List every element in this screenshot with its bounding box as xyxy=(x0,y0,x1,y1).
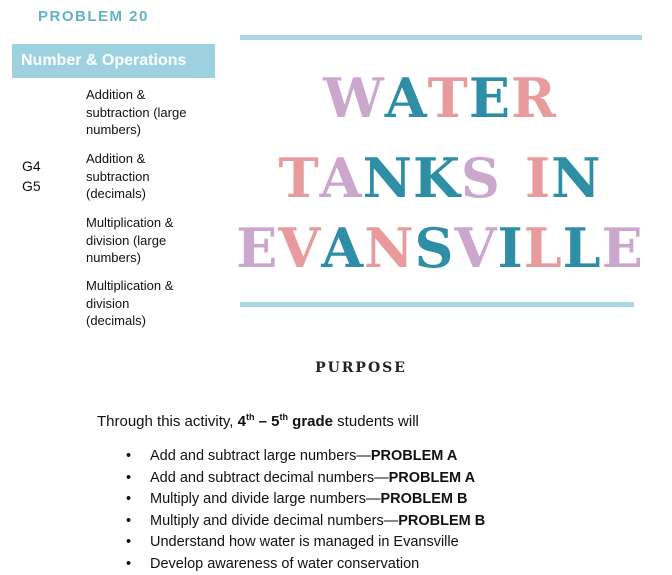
topic-line: Addition & xyxy=(86,151,146,166)
title-letter: W xyxy=(323,66,385,130)
list-item: • Understand how water is managed in Evansville xyxy=(126,532,485,554)
topic-line: (decimals) xyxy=(86,186,146,201)
title-letter: N xyxy=(362,146,413,210)
title-line-3 xyxy=(220,218,660,278)
title-letter: T xyxy=(427,66,469,130)
grade-label: G5 xyxy=(22,178,41,194)
topic-line: division (large xyxy=(86,232,167,248)
title-letter: E xyxy=(601,216,644,280)
intro-prefix: Through this activity, xyxy=(97,413,238,430)
title-line-1 xyxy=(220,68,660,128)
topic-line: division xyxy=(86,295,130,311)
title-letter: N xyxy=(551,146,602,210)
list-item: • Add and subtract large numbers—PROBLEM A xyxy=(126,446,485,468)
topic-addition-decimals xyxy=(86,150,221,203)
title-letter: S xyxy=(414,216,455,280)
list-item: • Add and subtract decimal numbers—PROBLEM A xyxy=(126,468,485,490)
category-banner: Number & Operations xyxy=(12,44,215,78)
topic-line: (decimals) xyxy=(86,313,146,328)
title-letter: I xyxy=(524,146,552,210)
title-letter: K xyxy=(412,146,461,210)
topic-line: Multiplication & xyxy=(86,215,174,230)
topic-line: subtraction xyxy=(86,168,150,184)
grade-label: G4 xyxy=(22,158,41,174)
problem-label: PROBLEM 20 xyxy=(38,8,149,25)
title-letter: V xyxy=(278,216,322,280)
title-letter: E xyxy=(236,216,279,280)
bullet-icon: • xyxy=(126,555,132,572)
title-letter: I xyxy=(497,216,524,280)
title-letter: A xyxy=(321,216,365,280)
bullet-icon: • xyxy=(126,469,132,486)
title-letter: R xyxy=(511,66,557,130)
intro-suffix: students will xyxy=(333,413,419,430)
bullet-icon: • xyxy=(126,534,132,550)
title-letter: T xyxy=(278,146,320,210)
title-letter: N xyxy=(364,216,415,280)
topic-line: Multiplication & xyxy=(86,278,174,293)
list-item: • Develop awareness of water conservation xyxy=(126,554,485,575)
topic-multiplication-decimals xyxy=(86,277,221,330)
title-rule-bottom xyxy=(240,302,634,307)
objectives-list xyxy=(126,446,485,575)
bullet-icon: • xyxy=(126,448,132,464)
title-letter: S xyxy=(460,146,501,210)
title-letter: E xyxy=(468,66,512,130)
title-letter: L xyxy=(562,216,602,280)
bullet-icon: • xyxy=(126,491,132,507)
list-item: • Multiply and divide decimal numbers—PROBLEM B xyxy=(126,511,485,533)
topic-line: numbers) xyxy=(86,122,141,137)
title-letter: V xyxy=(454,216,498,280)
title-rule-top xyxy=(240,35,642,40)
bullet-icon: • xyxy=(126,512,132,529)
purpose-heading: PURPOSE xyxy=(315,360,407,376)
topic-line: Addition & xyxy=(86,87,146,102)
title-letter: L xyxy=(523,216,563,280)
list-item: • Multiply and divide large numbers—PROBLEM B xyxy=(126,489,485,511)
topic-addition-large xyxy=(86,86,221,139)
purpose-intro xyxy=(97,412,419,430)
title-line-2 xyxy=(220,148,660,208)
title-letter: A xyxy=(319,146,363,210)
title-letter: A xyxy=(384,66,428,130)
grade-range: 4th – 5th grade xyxy=(237,412,334,430)
topic-multiplication-large xyxy=(86,214,221,267)
topic-line: numbers) xyxy=(86,250,141,265)
topic-line: subtraction (large xyxy=(86,104,187,120)
